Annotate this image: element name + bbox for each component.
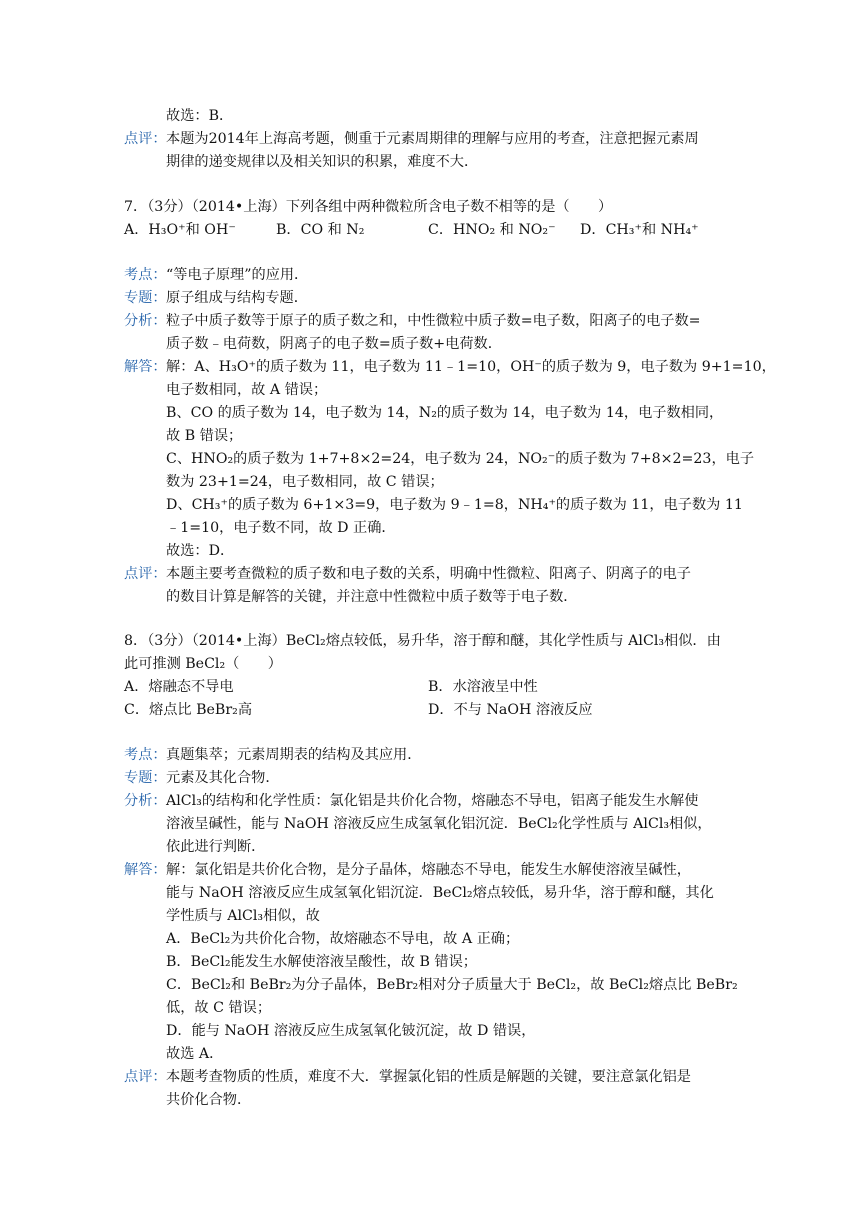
q7-fenxi-line: 粒子中质子数等于原子的质子数之和，中性微粒中质子数=电子数，阳离子的电子数= <box>166 313 701 329</box>
q7-jieda-line: 故 B 错误； <box>166 428 243 444</box>
q7-jieda-line: B、CO 的质子数为 14，电子数为 14，N₂的质子数为 14，电子数为 14，电子数相同， <box>166 405 724 421</box>
q8-option-d: D．不与 NaOH 溶液反应 <box>428 702 593 718</box>
q8-dianping-line: 本题考查物质的性质，难度不大．掌握氯化铝的性质是解题的关键，要注意氯化铝是 <box>166 1069 691 1085</box>
q8-jieda-line: 解：氯化铝是共价化合物，是分子晶体，熔融态不导电，能发生水解使溶液呈碱性， <box>166 862 691 878</box>
q8-jieda-line: 能与 NaOH 溶液反应生成氢氧化铝沉淀．BeCl₂熔点较低，易升华，溶于醇和醚，其化 <box>166 885 714 901</box>
q8-zhuanti: 元素及其化合物． <box>166 770 280 786</box>
q7-dianping-line: 本题主要考查微粒的质子数和电子数的关系，明确中性微粒、阳离子、阴离子的电子 <box>166 566 691 582</box>
q8-jieda-line: 故选 A． <box>166 1046 224 1062</box>
q7-option-d: D．CH₃⁺和 NH₄⁺ <box>580 222 699 238</box>
q8-kaodian-label: 考点： <box>124 747 167 763</box>
q8-fenxi-label: 分析： <box>124 793 167 809</box>
q8-kaodian: 真题集萃；元素周期表的结构及其应用． <box>166 747 422 763</box>
q8-stem: 此可推测 BeCl₂（ ） <box>124 656 282 672</box>
q8-jieda-line: 学性质与 AlCl₃相似，故 <box>166 908 320 924</box>
q7-jieda-line: 数为 23+1=24，电子数相同，故 C 错误； <box>166 474 444 490</box>
q7-option-c: C．HNO₂ 和 NO₂⁻ <box>428 222 556 238</box>
q7-fenxi-label: 分析： <box>124 313 167 329</box>
q8-jieda-line: D．能与 NaOH 溶液反应生成氢氧化铍沉淀，故 D 错误， <box>166 1023 536 1039</box>
q8-zhuanti-label: 专题： <box>124 770 167 786</box>
q7-jieda-line: 解：A、H₃O⁺的质子数为 11，电子数为 11﹣1=10，OH⁻的质子数为 9，电子数为 9+1=10， <box>166 359 776 375</box>
q8-fenxi-line: 溶液呈碱性，能与 NaOH 溶液反应生成氢氧化铝沉淀．BeCl₂化学性质与 AlCl₃相似， <box>166 816 712 832</box>
q7-zhuanti: 原子组成与结构专题． <box>166 290 308 306</box>
q6-comment-line: 期律的递变规律以及相关知识的积累，难度不大． <box>166 154 479 170</box>
q7-jieda-line: C、HNO₂的质子数为 1+7+8×2=24，电子数为 24，NO₂⁻的质子数为 7+8×2=23，电子 <box>166 451 755 467</box>
q8-jieda-line: B．BeCl₂能发生水解使溶液呈酸性，故 B 错误； <box>166 954 477 970</box>
q7-jieda-line: ﹣1=10，电子数不同，故 D 正确． <box>166 520 396 536</box>
q7-stem: 7．（3分）（2014•上海）下列各组中两种微粒所含电子数不相等的是（ ） <box>124 199 613 215</box>
q8-dianping-line: 共价化合物． <box>166 1092 252 1108</box>
q7-jieda-line: 电子数相同，故 A 错误； <box>166 382 328 398</box>
q7-option-b: B．CO 和 N₂ <box>276 222 365 238</box>
q7-zhuanti-label: 专题： <box>124 290 167 306</box>
q7-jieda-line: D、CH₃⁺的质子数为 6+1×3=9，电子数为 9﹣1=8，NH₄⁺的质子数为 11，电子数为 11 <box>166 497 743 513</box>
q8-jieda-line: A．BeCl₂为共价化合物，故熔融态不导电，故 A 正确； <box>166 931 520 947</box>
q8-jieda-line: C．BeCl₂和 BeBr₂为分子晶体，BeBr₂相对分子质量大于 BeCl₂，故 BeCl₂熔点比 BeBr₂ <box>166 977 738 993</box>
q7-kaodian: “等电子原理”的应用． <box>166 267 309 283</box>
q7-jieda-label: 解答： <box>124 359 167 375</box>
q7-dianping-label: 点评： <box>124 566 167 582</box>
q8-option-a: A．熔融态不导电 <box>124 679 234 695</box>
q6-comment-label: 点评： <box>124 131 167 147</box>
q8-stem: 8．（3分）（2014•上海）BeCl₂熔点较低，易升华，溶于醇和醚，其化学性质与 AlCl₃相似．由 <box>124 633 721 649</box>
q8-jieda-label: 解答： <box>124 862 167 878</box>
q8-option-c: C．熔点比 BeBr₂高 <box>124 702 253 718</box>
q7-jieda-line: 故选：D． <box>166 543 235 559</box>
q8-dianping-label: 点评： <box>124 1069 167 1085</box>
q7-fenxi-line: 质子数﹣电荷数，阴离子的电子数=质子数+电荷数． <box>166 336 502 352</box>
q8-option-b: B．水溶液呈中性 <box>428 679 538 695</box>
q8-jieda-line: 低，故 C 错误； <box>166 1000 272 1016</box>
q7-dianping-line: 的数目计算是解答的关键，并注意中性微粒中质子数等于电子数． <box>166 589 578 605</box>
q8-fenxi-line: AlCl₃的结构和化学性质：氯化铝是共价化合物，熔融态不导电，铝离子能发生水解使 <box>166 793 699 809</box>
q6-comment-line: 本题为2014年上海高考题，侧重于元素周期律的理解与应用的考查，注意把握元素周 <box>166 131 699 147</box>
q7-kaodian-label: 考点： <box>124 267 167 283</box>
q7-option-a: A．H₃O⁺和 OH⁻ <box>124 222 236 238</box>
q8-fenxi-line: 依此进行判断． <box>166 839 266 855</box>
q6-choice: 故选：B． <box>166 108 234 124</box>
